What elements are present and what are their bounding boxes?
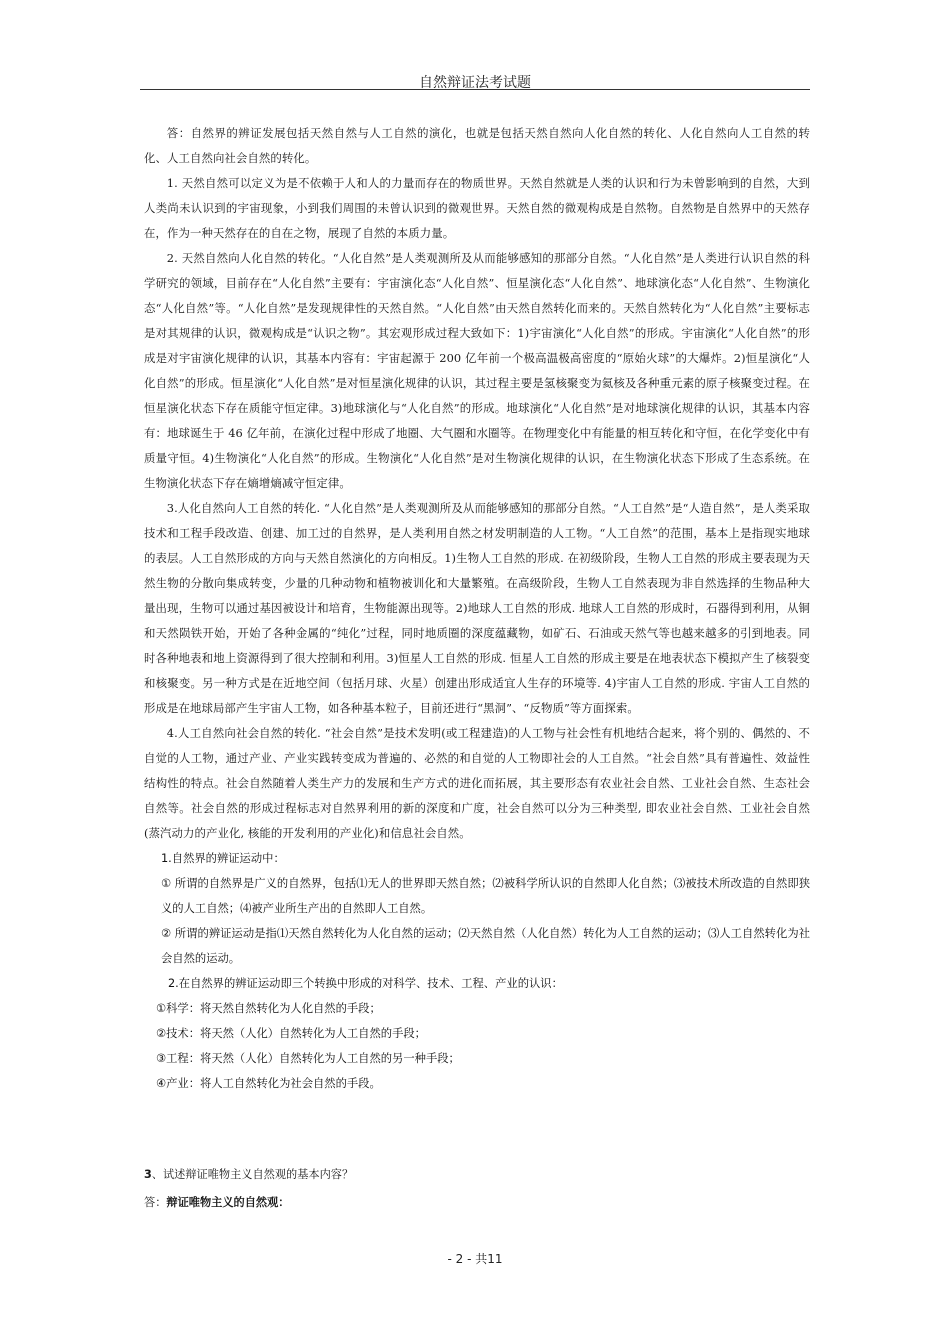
header-divider — [140, 89, 810, 90]
question-3-text: 、试述辩证唯物主义自然观的基本内容？ — [151, 1168, 354, 1181]
answer-3 — [144, 1194, 289, 1210]
paragraph-humanized-nature: 2. 天然自然向人化自然的转化。“人化自然”是人类观测所及从而能够感知的那部分自然。“人化自然”是人类进行认识自然的科学研究的领域，目前存在“人化自然”主要有：宇宙演化态“人化自然”、恒星演化态“人化自然”、地球演化态“人化自然”、生物演化态“人化自然”等。“人化自然”是发现规律性的天然自然。“人化自然”由天然自然转化而来的。天然自然转化为“人化自然”主要标志是对其规律的认识，微观构成是“认识之物”。其宏观形成过程大致如下：1)宇宙演化“人化自然”的形成。宇宙演化“人化自然”的形成是对宇宙演化规律的认识，其基本内容有：宇宙起源于 200 亿年前一个极高温极高密度的“原始火球”的大爆炸。2)恒星演化“人化自然”的形成。恒星演化“人化自然”是对恒星演化规律的认识，其过程主要是氢核聚变为氦核及各种重元素的原子核聚变过程。在恒星演化状态下存在质能守恒定律。3)地球演化与“人化自然”的形成。地球演化“人化自然”是对地球演化规律的认识，其基本内容有：地球诞生于 46 亿年前，在演化过程中形成了地圈、大气圈和水圈等。在物理变化中有能量的相互转化和守恒，在化学变化中有质量守恒。4)生物演化“人化自然”的形成。生物演化“人化自然”是对生物演化规律的认识，在生物演化状态下形成了生态系统。在生物演化状态下存在熵增熵减守恒定律。 — [144, 251, 810, 490]
summary-list-item-engineering: ③工程：将天然（人化）自然转化为人工自然的另一种手段； — [156, 1052, 460, 1065]
question-3-number: 3 — [144, 1168, 152, 1181]
summary-item-2: ② 所谓的辨证运动是指⑴天然自然转化为人化自然的运动；⑵天然自然（人化自然）转化为人工自然的运动；⑶人工自然转化为社会自然的运动。 — [161, 927, 810, 965]
summary-heading-2: 2.在自然界的辨证运动即三个转换中形成的对科学、技术、工程、产业的认识： — [168, 977, 563, 990]
paragraph-intro: 答：自然界的辨证发展包括天然自然与人工自然的演化，也就是包括天然自然向人化自然的转化、人化自然向人工自然的转化、人工自然向社会自然的转化。 — [144, 126, 810, 165]
summary-heading-1: 1.自然界的辨证运动中： — [161, 852, 285, 865]
page-footer: - 2 - 共11 — [447, 1252, 503, 1266]
summary-item-1: ① 所谓的自然界是广义的自然界，包括⑴无人的世界即天然自然；⑵被科学所认识的自然即人化自然；⑶被技术所改造的自然即狭义的人工自然；⑷被产业所生产出的自然即人工自然。 — [161, 877, 810, 915]
summary-list-item-science: ①科学：将天然自然转化为人化自然的手段； — [156, 1002, 381, 1015]
paragraph-natural-nature: 1. 天然自然可以定义为是不依赖于人和人的力量而存在的物质世界。天然自然就是人类的认识和行为未曾影响到的自然，大到人类尚未认识到的宇宙现象，小到我们周围的未曾认识到的微观世界。天然自然的微观构成是自然物。自然物是自然界中的天然存在，作为一种天然存在的自在之物，展现了自然的本质力量。 — [144, 176, 810, 240]
answer-3-text: 辩证唯物主义的自然观： — [166, 1196, 290, 1209]
document-body — [144, 121, 810, 1096]
paragraph-artificial-nature: 3.人化自然向人工自然的转化. “人化自然”是人类观测所及从而能够感知的那部分自然。“人工自然”是“人造自然”，是人类采取技术和工程手段改造、创建、加工过的自然界，是人类利用自然之材发明制造的人工物。“人工自然”的范围，基本上是指现实地球的表层。人工自然形成的方向与天然自然演化的方向相反。1)生物人工自然的形成. 在初级阶段，生物人工自然的形成主要表现为天然生物的分散向集成转变，少量的几种动物和植物被训化和大量繁殖。在高级阶段，生物人工自然表现为非自然选择的生物品种大量出现，生物可以通过基因被设计和培育，生物能源出现等。2)地球人工自然的形成. 地球人工自然的形成时，石器得到利用，从铜和天然陨铁开始，开始了各种金属的“纯化”过程，同时地质圈的深度蕴藏物，如矿石、石油或天然气等也越来越多的引到地表。同时各种地表和地上资源得到了很大控制和利用。3)恒星人工自然的形成. 恒星人工自然的形成主要是在地表状态下模拟产生了核裂变和核聚变。另一种方式是在近地空间（包括月球、火星）创建出形成适宜人生存的环境等. 4)宇宙人工自然的形成. 宇宙人工自然的形成是在地球局部产生宇宙人工物，如各种基本粒子，目前还进行“黑洞”、“反物质”等方面探索。 — [144, 501, 810, 715]
paragraph-social-nature: 4.人工自然向社会自然的转化. “社会自然”是技术发明(或工程建造)的人工物与社会性有机地结合起来，将个别的、偶然的、不自觉的人工物，通过产业、产业实践转变成为普遍的、必然的和自觉的人工物即社会的人工自然。“社会自然”具有普遍性、效益性结构性的特点。社会自然随着人类生产力的发展和生产方式的进化而拓展，其主要形态有农业社会自然、工业社会自然、生态社会自然等。社会自然的形成过程标志对自然界利用的新的深度和广度，社会自然可以分为三种类型, 即农业社会自然、工业社会自然(蒸汽动力的产业化, 核能的开发利用的产业化)和信息社会自然。 — [144, 726, 810, 840]
answer-3-prefix: 答： — [144, 1196, 167, 1209]
question-3 — [144, 1166, 353, 1182]
summary-list-item-industry: ④产业：将人工自然转化为社会自然的手段。 — [156, 1077, 381, 1090]
summary-list-item-technology: ②技术：将天然（人化）自然转化为人工自然的手段； — [156, 1027, 426, 1040]
page-header-title: 自然辩证法考试题 — [419, 75, 531, 91]
